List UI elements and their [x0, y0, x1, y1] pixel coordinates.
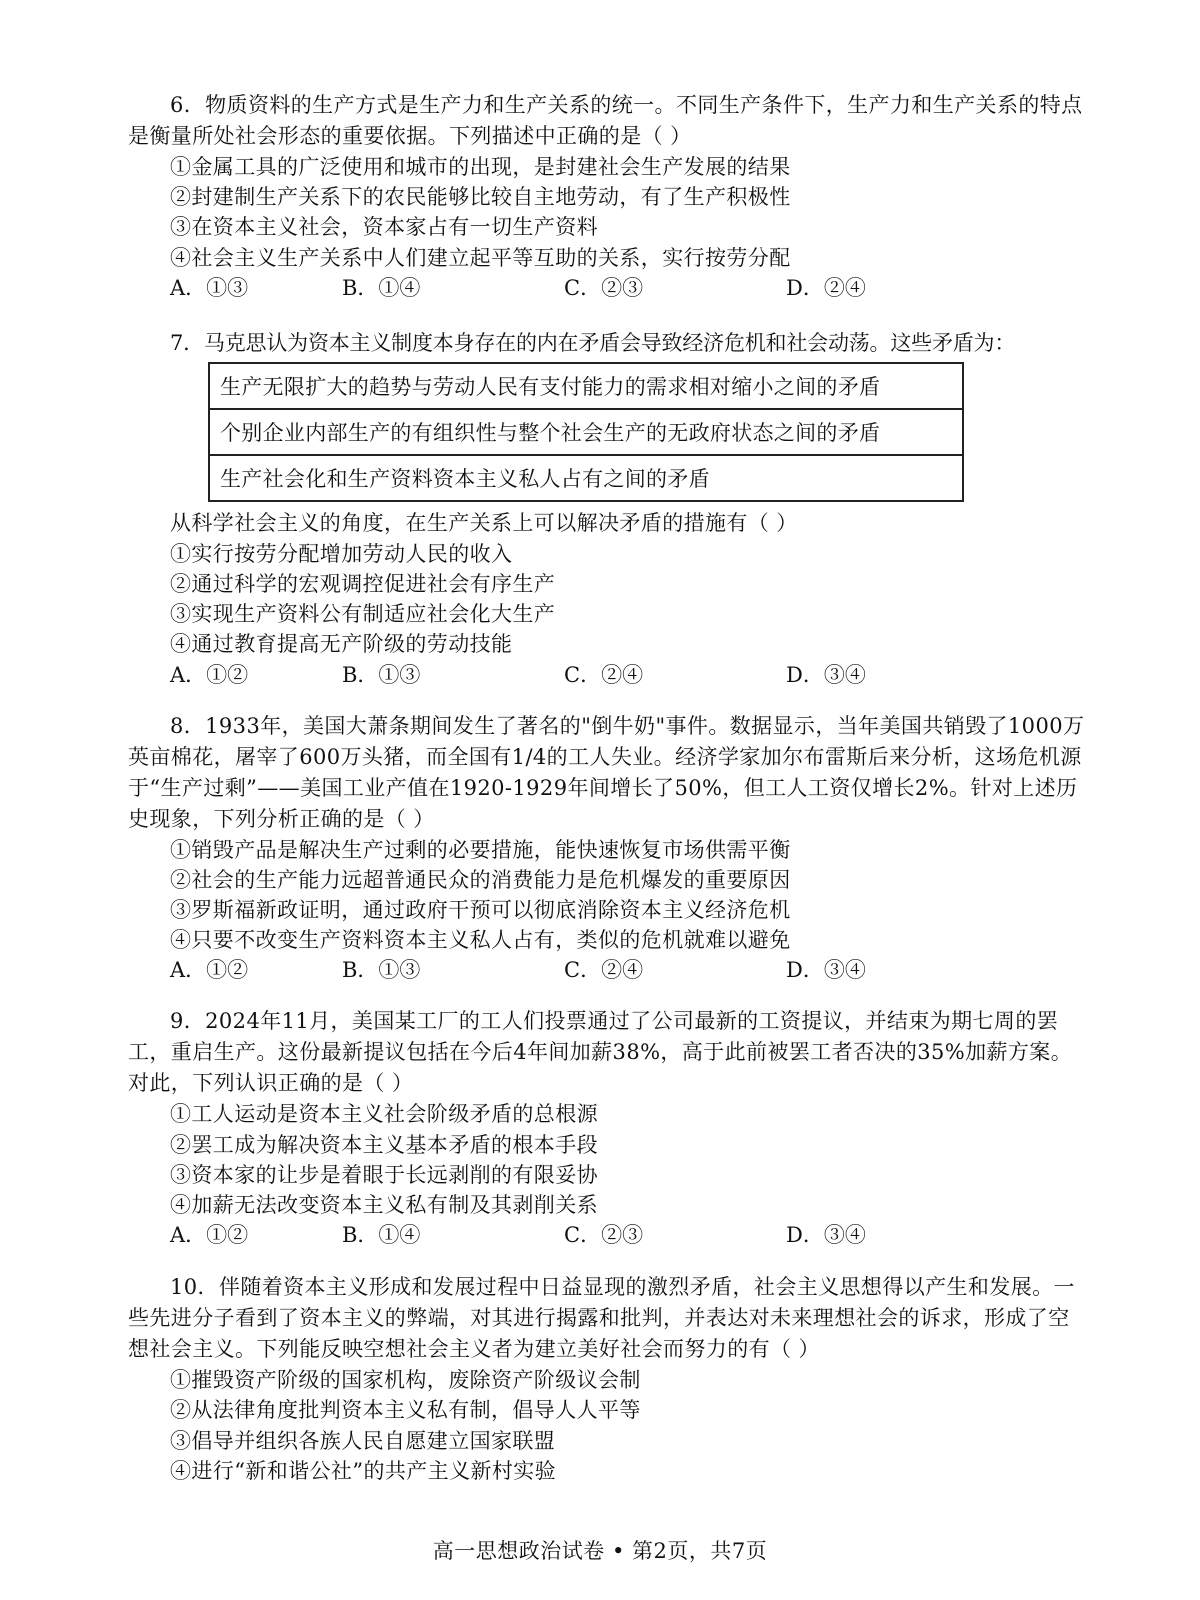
answer-d: D．②④	[786, 275, 866, 300]
answer-choices	[128, 273, 1088, 304]
option-2: ②从法律角度批判资本主义私有制，倡导人人平等	[170, 1398, 641, 1423]
exam-page	[128, 90, 1088, 1486]
option-3: ③罗斯福新政证明，通过政府干预可以彻底消除资本主义经济危机	[170, 898, 791, 923]
question-stem: 8．1933年，美国大萧条期间发生了著名的"倒牛奶"事件。数据显示，当年美国共销毁了1000万英亩棉花，屠宰了600万头猪，而全国有1/4的工人失业。经济学家加尔布雷斯后来分析，这场危机源于“生产过剩”——美国工业产值在1920-1929年间增长了50%，但工人工资仅增长2%。针对上述历史现象，下列分析正确的是（ ）	[128, 713, 1085, 831]
answer-d: D．③④	[786, 1223, 866, 1248]
option-1: ①摧毁资产阶级的国家机构，废除资产阶级议会制	[170, 1368, 641, 1393]
table-cell: 生产无限扩大的趋势与劳动人民有支付能力的需求相对缩小之间的矛盾	[209, 363, 963, 409]
option-4: ④只要不改变生产资料资本主义私人占有，类似的危机就难以避免	[170, 928, 791, 953]
answer-choices	[128, 1220, 1088, 1251]
table-row	[209, 409, 963, 455]
table-cell: 个别企业内部生产的有组织性与整个社会生产的无政府状态之间的矛盾	[209, 409, 963, 455]
answer-b: B．①③	[342, 958, 421, 983]
page-footer: 高一思想政治试卷 • 第2页，共7页	[432, 1539, 768, 1563]
answer-a: A．①②	[170, 1223, 249, 1248]
option-3: ③倡导并组织各族人民自愿建立国家联盟	[170, 1428, 556, 1453]
question-10	[128, 1272, 1088, 1486]
table-cell: 生产社会化和生产资料资本主义私人占有之间的矛盾	[209, 455, 963, 501]
question-stem: 10．伴随着资本主义形成和发展过程中日益显现的激烈矛盾，社会主义思想得以产生和发展。一些先进分子看到了资本主义的弊端，对其进行揭露和批判，并表达对未来理想社会的诉求，形成了空想社会主义。下列能反映空想社会主义者为建立美好社会而努力的有（ ）	[128, 1275, 1075, 1362]
answer-a: A．①③	[170, 275, 249, 300]
option-2: ②罢工成为解决资本主义基本矛盾的根本手段	[170, 1132, 598, 1157]
answer-choices	[128, 955, 1088, 986]
option-3: ③在资本主义社会，资本家占有一切生产资料	[170, 215, 598, 240]
answer-c: C．②③	[564, 1223, 644, 1248]
answer-a: A．①②	[170, 662, 249, 687]
answer-c: C．②③	[564, 275, 644, 300]
option-4: ④进行“新和谐公社”的共产主义新村实验	[170, 1458, 557, 1483]
question-stem: 9．2024年11月，美国某工厂的工人们投票通过了公司最新的工资提议，并结束为期七周的罢工，重启生产。这份最新提议包括在今后4年间加薪38%，高于此前被罢工者否决的35%加薪方案。对此，下列认识正确的是（ ）	[128, 1009, 1073, 1096]
option-1: ①销毁产品是解决生产过剩的必要措施，能快速恢复市场供需平衡	[170, 837, 791, 862]
question-6	[128, 90, 1088, 304]
answer-d: D．③④	[786, 958, 866, 983]
option-2: ②封建制生产关系下的农民能够比较自主地劳动，有了生产积极性	[170, 185, 791, 210]
question-8	[128, 711, 1088, 987]
answer-c: C．②④	[564, 662, 644, 687]
answer-c: C．②④	[564, 958, 644, 983]
table-row	[209, 363, 963, 409]
answer-a: A．①②	[170, 958, 249, 983]
table-row	[209, 455, 963, 501]
option-4: ④通过教育提高无产阶级的劳动技能	[170, 632, 513, 657]
answer-choices	[128, 660, 1088, 691]
option-1: ①金属工具的广泛使用和城市的出现，是封建社会生产发展的结果	[170, 155, 791, 179]
question-stem: 6．物质资料的生产方式是生产力和生产关系的统一。不同生产条件下，生产力和生产关系的特点是衡量所处社会形态的重要依据。下列描述中正确的是（ ）	[128, 93, 1083, 148]
answer-b: B．①③	[342, 662, 421, 687]
option-1: ①工人运动是资本主义社会阶级矛盾的总根源	[170, 1102, 598, 1127]
option-1: ①实行按劳分配增加劳动人民的收入	[170, 541, 513, 566]
option-3: ③资本家的让步是着眼于长远剥削的有限妥协	[170, 1162, 598, 1187]
question-stem: 7．马克思认为资本主义制度本身存在的内在矛盾会导致经济危机和社会动荡。这些矛盾为：	[170, 330, 1016, 355]
question-7	[128, 328, 1088, 691]
answer-b: B．①④	[342, 1223, 421, 1248]
option-2: ②通过科学的宏观调控促进社会有序生产	[170, 572, 556, 597]
answer-b: B．①④	[342, 275, 421, 300]
answer-d: D．③④	[786, 662, 866, 687]
option-3: ③实现生产资料公有制适应社会化大生产	[170, 602, 556, 627]
option-4: ④加薪无法改变资本主义私有制及其剥削关系	[170, 1193, 598, 1218]
question-9	[128, 1006, 1088, 1251]
option-2: ②社会的生产能力远超普通民众的消费能力是危机爆发的重要原因	[170, 867, 791, 892]
option-4: ④社会主义生产关系中人们建立起平等互助的关系，实行按劳分配	[170, 245, 791, 270]
question-sub-stem: 从科学社会主义的角度，在生产关系上可以解决矛盾的措施有（ ）	[170, 510, 798, 535]
contradiction-table	[208, 362, 964, 502]
